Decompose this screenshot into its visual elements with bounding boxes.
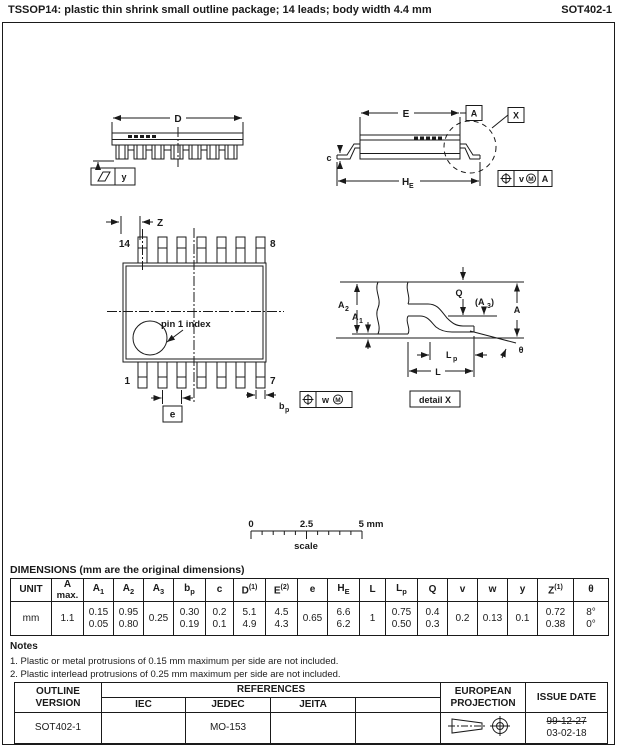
dim-label-bp: b (279, 401, 285, 411)
dim-label-a2: A (338, 300, 345, 310)
reference-table (14, 682, 608, 744)
pin-7-label: 7 (270, 376, 276, 387)
val-c: 0.2 0.1 (206, 602, 234, 636)
col-d: $D^{(1)}$ (234, 579, 266, 602)
svg-text:2: 2 (345, 306, 349, 313)
datum-a-label: A (470, 108, 478, 119)
col-w: w (478, 579, 508, 602)
dim-label-a: A (513, 305, 521, 315)
col-bp: $b_p$ (174, 579, 206, 602)
pin1-index-label: pin 1 index (161, 319, 211, 330)
val-theta: 8° 0° (574, 602, 609, 636)
col-z: $Z^{(1)}$ (538, 579, 574, 602)
page-title: TSSOP14: plastic thin shrink small outline package; 14 leads; body width 4.4 mm (8, 4, 432, 16)
issue-date-old: 99-12-27 (546, 716, 587, 727)
val-a1: 0.15 0.05 (84, 602, 114, 636)
dim-label-a3: (A (475, 297, 485, 307)
val-e-pitch: 0.65 (298, 602, 328, 636)
svg-text:): ) (491, 297, 494, 307)
outline-version-header: OUTLINE VERSION (15, 683, 102, 713)
jedec-header: JEDEC (186, 698, 271, 713)
projection-header: EUROPEAN PROJECTION (441, 683, 526, 713)
tolerance-w-label: w (322, 395, 330, 405)
val-a-max: 1.1 (52, 602, 84, 636)
pin-14-label: 14 (118, 239, 130, 250)
tolerance-datum-a-label: A (541, 174, 549, 184)
note-2: 2. Plastic interlead protrusions of 0.25 mm maximum per side are not included. (10, 669, 341, 680)
iec-header: IEC (102, 698, 186, 713)
scale-tick-mid: 2.5 (299, 519, 314, 530)
dim-label-he-sub: E (409, 183, 414, 190)
notes-section (10, 640, 341, 681)
tolerance-v-label: v (519, 174, 525, 184)
col-v: v (448, 579, 478, 602)
iec-value (102, 713, 186, 744)
col-a2: $A_2$ (114, 579, 144, 602)
dim-label-q: Q (455, 288, 463, 298)
val-bp: 0.30 0.19 (174, 602, 206, 636)
val-he: 6.6 6.2 (328, 602, 360, 636)
scale-tick-end: 5 mm (358, 519, 384, 530)
svg-text:M: M (528, 176, 534, 183)
issue-date-header: ISSUE DATE (526, 683, 608, 713)
detail-x-ref-label: X (512, 110, 520, 121)
package-code: SOT402-1 (561, 4, 612, 16)
first-angle-projection-icon (448, 713, 518, 739)
dim-label-l: L (435, 367, 441, 377)
dim-label-he: H (402, 177, 410, 188)
col-a1: $A_1$ (84, 579, 114, 602)
col-e-pitch: e (298, 579, 328, 602)
references-header: REFERENCES (102, 683, 441, 698)
col-l: L (360, 579, 386, 602)
val-z: 0.72 0.38 (538, 602, 574, 636)
dimensions-heading: DIMENSIONS (mm are the original dimensions) (10, 564, 245, 576)
svg-text:p: p (453, 356, 458, 363)
dim-label-c: c (326, 153, 332, 163)
issue-date-cell (526, 713, 608, 744)
dim-label-e: E (402, 109, 410, 120)
scale-tick-0: 0 (248, 519, 254, 530)
pin-1-label: 1 (124, 376, 130, 387)
svg-text:3: 3 (487, 303, 491, 310)
col-a3: $A_3$ (144, 579, 174, 602)
scale-caption: scale (294, 541, 318, 552)
val-unit: mm (11, 602, 52, 636)
svg-text:M: M (335, 397, 341, 404)
projection-cell (441, 713, 526, 744)
notes-heading: Notes (10, 641, 38, 652)
col-unit: UNIT (11, 579, 52, 602)
col-c: c (206, 579, 234, 602)
detail-x-caption: detail X (418, 395, 452, 405)
blank-value (356, 713, 441, 744)
dims-value-row (11, 602, 609, 636)
dimensions-table (10, 578, 609, 636)
dim-label-bp-sub: p (285, 407, 290, 414)
svg-text:1: 1 (359, 318, 363, 325)
val-e-body: 4.5 4.3 (266, 602, 298, 636)
val-w: 0.13 (478, 602, 508, 636)
val-a3: 0.25 (144, 602, 174, 636)
dims-header-row (11, 579, 609, 602)
dim-label-lp: L (446, 350, 452, 360)
pin-8-label: 8 (270, 239, 276, 250)
val-d: 5.1 4.9 (234, 602, 266, 636)
dim-label-d: D (174, 114, 182, 125)
jeita-header: JEITA (271, 698, 356, 713)
val-v: 0.2 (448, 602, 478, 636)
val-y: 0.1 (508, 602, 538, 636)
blank-header (356, 698, 441, 713)
val-a2: 0.95 0.80 (114, 602, 144, 636)
ref-header-row-1 (15, 683, 608, 698)
val-l: 1 (360, 602, 386, 636)
dim-label-a1: A (352, 312, 359, 322)
dim-label-theta: θ (518, 345, 524, 355)
jedec-value: MO-153 (186, 713, 271, 744)
pitch-e-label: e (169, 409, 176, 421)
dim-label-z: Z (157, 218, 164, 229)
col-y: y (508, 579, 538, 602)
drawing-frame (2, 22, 615, 745)
col-a-max: A max. (52, 579, 84, 602)
val-q: 0.4 0.3 (418, 602, 448, 636)
note-1: 1. Plastic or metal protrusions of 0.15 mm maximum per side are not included. (10, 656, 339, 667)
issue-date-new: 03-02-18 (546, 728, 587, 739)
val-lp: 0.75 0.50 (386, 602, 418, 636)
datum-y-label: y (121, 172, 127, 182)
jeita-value (271, 713, 356, 744)
outline-version-value: SOT402-1 (15, 713, 102, 744)
col-q: Q (418, 579, 448, 602)
col-lp: $L_p$ (386, 579, 418, 602)
col-theta: θ (574, 579, 609, 602)
col-e-body: $E^{(2)}$ (266, 579, 298, 602)
ref-value-row (15, 713, 608, 744)
col-he: $H_E$ (328, 579, 360, 602)
